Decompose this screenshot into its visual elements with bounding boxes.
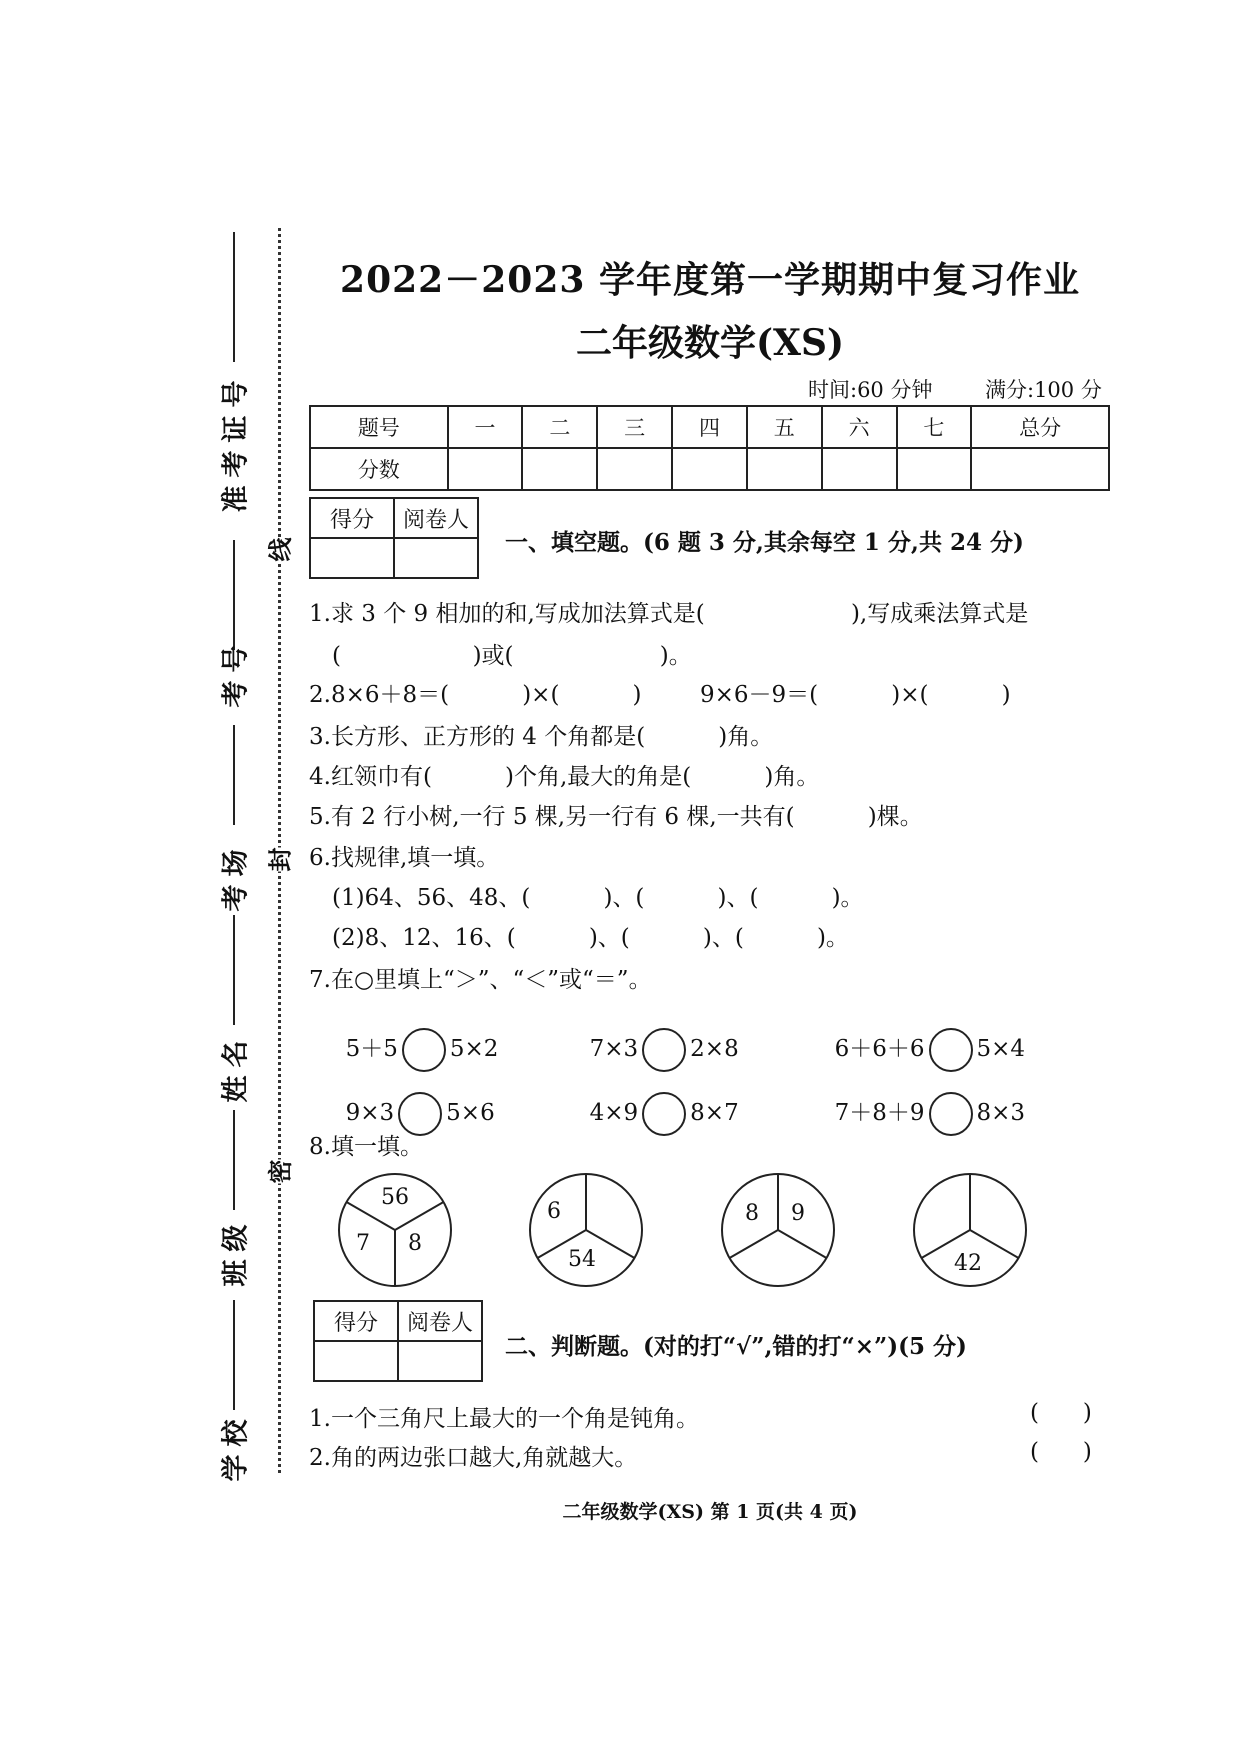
- table-cell: 题号: [310, 406, 448, 448]
- question-4: 4.红领巾有( )个角,最大的角是( )角。: [309, 764, 820, 790]
- answer-blank[interactable]: ( ): [1030, 1400, 1092, 1426]
- seal-seal-char: 封: [257, 848, 300, 872]
- compare-circle[interactable]: [642, 1092, 686, 1136]
- score-cell[interactable]: [971, 448, 1109, 490]
- wheel-number: 54: [568, 1247, 596, 1272]
- question-6-2: (2)8、12、16、( )、( )、( )。: [332, 925, 849, 951]
- question-6: 6.找规律,填一填。: [309, 845, 500, 871]
- compare-left: 5＋5: [345, 1036, 398, 1062]
- question-3: 3.长方形、正方形的 4 个角都是( )角。: [309, 724, 774, 750]
- wheel-number: 42: [954, 1251, 982, 1276]
- answer-blank[interactable]: ( ): [1030, 1439, 1092, 1465]
- label-name: 姓名: [220, 1032, 252, 1103]
- compare-right: 8×7: [690, 1100, 739, 1126]
- grader-label: 阅卷人: [398, 1301, 482, 1341]
- page-footer: 二年级数学(XS) 第 1 页(共 4 页): [562, 1501, 858, 1523]
- seal-line-char: 线: [257, 538, 300, 562]
- score-cell[interactable]: [747, 448, 822, 490]
- score-cell[interactable]: [597, 448, 672, 490]
- wheel-number: 9: [791, 1201, 805, 1226]
- label-school: 学校: [220, 1411, 252, 1482]
- table-cell: 三: [597, 406, 672, 448]
- score-cell[interactable]: [310, 538, 394, 578]
- label-exam-number: 考号: [220, 637, 252, 708]
- judge-item-2: 2.角的两边张口越大,角就越大。: [309, 1445, 638, 1471]
- score-cell[interactable]: [822, 448, 897, 490]
- question-1a: 1.求 3 个 9 相加的和,写成加法算式是( ),写成乘法算式是: [309, 601, 1029, 627]
- grader-box: [309, 497, 479, 579]
- compare-left: 7＋8＋9: [834, 1100, 925, 1126]
- grader-label: 阅卷人: [394, 498, 478, 538]
- table-cell: 七: [897, 406, 972, 448]
- compare-item: [331, 1002, 498, 1072]
- label-admission-number: 准考证号: [220, 372, 252, 513]
- table-cell: 五: [747, 406, 822, 448]
- section-heading: 二、判断题。(对的打“√”,错的打“×”)(5 分): [505, 1333, 967, 1360]
- score-label: 得分: [314, 1301, 398, 1341]
- score-cell[interactable]: [448, 448, 523, 490]
- table-row: [310, 448, 1109, 490]
- compare-right: 2×8: [690, 1036, 739, 1062]
- judge-item-1: 1.一个三角尺上最大的一个角是钝角。: [309, 1406, 699, 1432]
- page-title: 2022－2023 学年度第一学期期中复习作业: [340, 259, 1080, 301]
- section-heading: 一、填空题。(6 题 3 分,其余每空 1 分,共 24 分): [505, 529, 1024, 556]
- compare-item: [575, 1002, 739, 1072]
- question-2: 2.8×6＋8＝( )×( ) 9×6－9＝( )×( ): [309, 682, 1011, 708]
- compare-right: 5×6: [446, 1100, 495, 1126]
- exam-time: 时间:60 分钟: [808, 378, 933, 402]
- compare-left: 6＋6＋6: [834, 1036, 925, 1062]
- table-cell: 二: [522, 406, 597, 448]
- score-cell[interactable]: [897, 448, 972, 490]
- question-7: 7.在○里填上“＞”、“＜”或“＝”。: [309, 967, 652, 993]
- compare-item: [820, 1066, 1025, 1136]
- question-6-1: (1)64、56、48、( )、( )、( )。: [332, 885, 864, 911]
- table-row: [310, 406, 1109, 448]
- table-cell: 六: [822, 406, 897, 448]
- compare-right: 8×3: [976, 1100, 1026, 1126]
- number-wheel-2: [526, 1170, 646, 1290]
- score-cell[interactable]: [314, 1341, 398, 1381]
- table-cell: 一: [448, 406, 523, 448]
- score-label: 得分: [310, 498, 394, 538]
- compare-item: [575, 1066, 739, 1136]
- wheel-number: 8: [408, 1231, 422, 1256]
- compare-item: [331, 1066, 495, 1136]
- question-1b: ( )或( )。: [332, 643, 692, 669]
- compare-left: 9×3: [345, 1100, 395, 1126]
- label-class: 班级: [220, 1216, 252, 1287]
- wheel-number: 7: [356, 1231, 370, 1256]
- number-wheel-4: [910, 1170, 1030, 1290]
- table-cell: 分数: [310, 448, 448, 490]
- score-cell[interactable]: [672, 448, 747, 490]
- table-cell: 四: [672, 406, 747, 448]
- compare-left: 4×9: [589, 1100, 639, 1126]
- question-8: 8.填一填。: [309, 1134, 423, 1160]
- compare-right: 5×4: [976, 1036, 1026, 1062]
- blank-line: [233, 232, 235, 362]
- grader-cell[interactable]: [398, 1341, 482, 1381]
- grader-box: [313, 1300, 483, 1382]
- table-cell: 总分: [971, 406, 1109, 448]
- page-subtitle: 二年级数学(XS): [576, 322, 844, 364]
- score-table: [309, 405, 1110, 491]
- compare-right: 5×2: [449, 1036, 499, 1062]
- question-5: 5.有 2 行小树,一行 5 棵,另一行有 6 棵,一共有( )棵。: [309, 804, 923, 830]
- number-wheel-3: [718, 1170, 838, 1290]
- number-wheel-1: [335, 1170, 455, 1290]
- label-exam-room: 考场: [220, 841, 252, 912]
- full-score: 满分:100 分: [985, 378, 1102, 402]
- wheel-number: 6: [547, 1199, 561, 1224]
- seal-close-char: 密: [257, 1160, 300, 1184]
- compare-circle[interactable]: [929, 1092, 973, 1136]
- wheel-number: 8: [745, 1201, 759, 1226]
- score-cell[interactable]: [522, 448, 597, 490]
- wheel-number: 56: [381, 1185, 409, 1210]
- grader-cell[interactable]: [394, 538, 478, 578]
- compare-item: [820, 1002, 1025, 1072]
- compare-left: 7×3: [589, 1036, 639, 1062]
